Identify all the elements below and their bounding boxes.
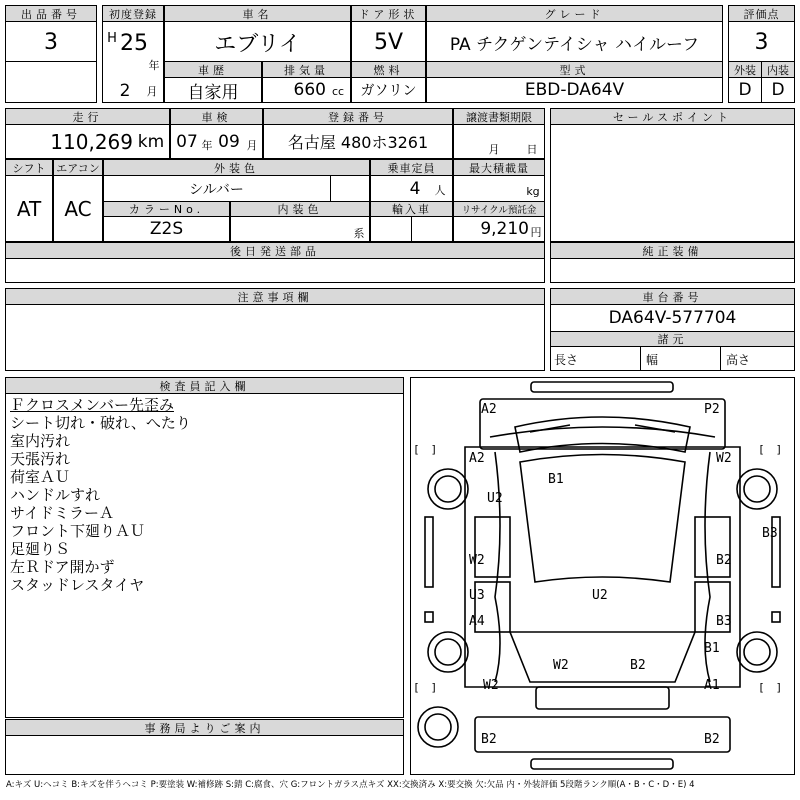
- ext-color-label: 外装色: [103, 159, 370, 176]
- damage-mark: W2: [469, 553, 485, 568]
- chassis-no: DA64V-577704: [608, 308, 737, 328]
- model: EBD-DA64V: [524, 80, 625, 100]
- wheel-rear-left: [428, 632, 468, 672]
- interior-label: 内装: [761, 61, 795, 78]
- damage-mark: B3: [716, 614, 732, 629]
- inspector-label: 検査員記入欄: [5, 377, 404, 394]
- front-panel: [480, 399, 725, 449]
- inspector-note: 室内汚れ: [10, 432, 71, 450]
- rear-bumper-upper: [536, 687, 669, 709]
- inspector-note: シート切れ・破れ、へたり: [10, 414, 191, 432]
- fuel-label: 燃料: [351, 61, 426, 78]
- car-diagram: [410, 377, 795, 775]
- damage-mark: P2: [704, 402, 720, 417]
- damage-mark: B1: [704, 641, 720, 656]
- inspector-note: 荷室ＡＵ: [10, 468, 71, 486]
- load-unit: kg: [526, 184, 540, 198]
- right-rear-bracket: [ ]: [758, 681, 783, 694]
- month-unit: 月: [146, 85, 158, 98]
- inspection-label: 車検: [170, 108, 263, 125]
- damage-mark: B2: [630, 658, 646, 673]
- inspector-note: 足廻りＳ: [10, 540, 71, 558]
- color-no-label: カラーNo.: [103, 201, 230, 217]
- era: H: [107, 30, 117, 46]
- length-label: 長さ: [554, 352, 579, 367]
- exterior-score: D: [738, 80, 752, 100]
- damage-mark: B2: [704, 732, 720, 747]
- int-color-box: [230, 216, 370, 242]
- capacity-label: 乗車定員: [370, 159, 453, 176]
- shift-label: シフト: [5, 159, 53, 176]
- inspection-month-unit: 月: [246, 139, 258, 152]
- int-color-unit: 系: [353, 227, 365, 240]
- inspector-note: スタッドレスタイヤ: [10, 576, 145, 594]
- front-bumper: [531, 382, 673, 392]
- damage-mark: A2: [469, 451, 485, 466]
- legend-footer: A:キズ U:ヘコミ B:キズを伴うヘコミ P:要塗装 W:補修跡 S:錆 C:腐食、穴 G:フロントガラス点キズ XX:交換済み X:要交換 欠:欠品 内・外装評価 5段階ランク順(A・B・C・D・E) 4: [6, 780, 695, 790]
- sales-point-box: [550, 124, 795, 242]
- rear-gate: [510, 632, 695, 682]
- damage-mark: B1: [548, 472, 564, 487]
- body-outline: [465, 447, 740, 687]
- left-rear-bracket: [ ]: [413, 681, 438, 694]
- reg-year: 25: [120, 30, 148, 56]
- damage-mark: B2: [716, 553, 732, 568]
- caution-box: [5, 304, 545, 371]
- transfer-month: 月: [488, 143, 500, 156]
- right-mirror-bracket: [ ]: [758, 443, 783, 456]
- damage-mark: W2: [716, 451, 732, 466]
- year-unit: 年: [148, 59, 160, 72]
- inspector-note: Ｆクロスメンバー先歪み: [10, 396, 174, 414]
- lot-no-label: 出品番号: [5, 5, 97, 22]
- right-window: [695, 517, 730, 577]
- inspection-year-unit: 年: [201, 139, 213, 152]
- exterior-label: 外装: [728, 61, 762, 78]
- wiper-lines: [530, 425, 675, 432]
- inspector-notes: [10, 396, 400, 594]
- shift: AT: [16, 196, 42, 221]
- office-box: [5, 735, 404, 775]
- left-side-skirt: [425, 517, 433, 587]
- lot-no: 3: [44, 29, 58, 55]
- inspector-note: 天張汚れ: [10, 450, 71, 468]
- inspection-year: 07: [176, 131, 198, 152]
- capacity-unit: 人: [434, 184, 446, 197]
- spare-wheel: [418, 707, 458, 747]
- genuine-label: 純正装備: [550, 242, 795, 259]
- dims-box: [550, 346, 795, 371]
- roof: [520, 455, 685, 583]
- left-side-line: [495, 452, 500, 682]
- transfer-label: 譲渡書類期限: [453, 108, 545, 125]
- interior-score: D: [771, 80, 785, 100]
- dims-label: 諸元: [550, 331, 795, 347]
- transfer-day: 日: [526, 143, 538, 156]
- door: 5V: [373, 29, 404, 55]
- recycle-unit: 円: [530, 226, 542, 239]
- damage-mark: W2: [553, 658, 569, 673]
- ext-color: シルバー: [189, 181, 244, 198]
- damage-mark: U3: [469, 588, 485, 603]
- color-no: Z2S: [149, 219, 184, 239]
- chassis-label: 車台番号: [550, 288, 795, 305]
- displacement: 660: [293, 80, 326, 100]
- damage-mark: U2: [592, 588, 608, 603]
- rear-bumper: [531, 759, 673, 769]
- mileage: 110,269: [50, 129, 133, 154]
- first-reg-label: 初度登録: [102, 5, 164, 22]
- door-label: ドア形状: [351, 5, 426, 22]
- later-parts-box: [5, 258, 545, 283]
- model-label: 型式: [426, 61, 723, 78]
- wheel-rear-right: [737, 632, 777, 672]
- sales-point-label: セールスポイント: [550, 108, 795, 125]
- height-label: 高さ: [726, 352, 751, 367]
- mileage-label: 走行: [5, 108, 170, 125]
- int-color-label: 内装色: [230, 201, 370, 217]
- import-label: 輸入車: [370, 201, 453, 217]
- damage-mark: A2: [481, 402, 497, 417]
- history: 自家用: [187, 82, 239, 103]
- wheel-front-left: [428, 469, 468, 509]
- reg-no: 名古屋 480ホ3261: [287, 133, 429, 152]
- inspector-note: 左Ｒドア開かず: [10, 558, 115, 576]
- ac: AC: [64, 196, 92, 221]
- damage-mark: B3: [762, 526, 778, 541]
- damage-mark: W2: [483, 678, 499, 693]
- displacement-label: 排気量: [262, 61, 351, 78]
- grade-label: グレード: [426, 5, 723, 22]
- fuel: ガソリン: [360, 83, 417, 99]
- car-name: エブリイ: [214, 31, 301, 57]
- reg-month: 2: [119, 81, 131, 101]
- damage-mark: B2: [481, 732, 497, 747]
- width-label: 幅: [646, 352, 659, 367]
- score: 3: [754, 29, 769, 55]
- recycle-label: リサイクル預託金: [453, 201, 545, 217]
- later-parts-label: 後日発送部品: [5, 242, 545, 259]
- score-label: 評価点: [728, 5, 795, 22]
- mileage-unit: km: [137, 131, 165, 152]
- load-label: 最大積載量: [453, 159, 545, 176]
- grade: PA チクゲンテイシャ ハイルーフ: [449, 34, 700, 55]
- genuine-box: [550, 258, 795, 283]
- ac-label: エアコン: [53, 159, 103, 176]
- damage-mark: A4: [469, 614, 485, 629]
- car-name-label: 車名: [164, 5, 351, 22]
- damage-mark: A1: [704, 678, 720, 693]
- wheel-front-right: [737, 469, 777, 509]
- inspection-month: 09: [218, 131, 240, 152]
- history-label: 車歴: [164, 61, 262, 78]
- rear-panel: [475, 717, 730, 752]
- left-mirror-bracket: [ ]: [413, 443, 438, 456]
- capacity: 4: [409, 178, 421, 199]
- left-window: [475, 517, 510, 577]
- reg-no-label: 登録番号: [263, 108, 453, 125]
- recycle: 9,210: [480, 219, 529, 239]
- inspector-note: フロント下廻りＡＵ: [10, 522, 146, 540]
- inspector-note: ハンドルすれ: [10, 486, 101, 504]
- hood-line: [490, 427, 715, 437]
- damage-mark: U2: [487, 491, 503, 506]
- displacement-unit: cc: [331, 84, 345, 98]
- office-label: 事務局よりご案内: [5, 719, 404, 736]
- inspector-note: サイドミラーＡ: [10, 504, 114, 522]
- caution-label: 注意事項欄: [5, 288, 545, 305]
